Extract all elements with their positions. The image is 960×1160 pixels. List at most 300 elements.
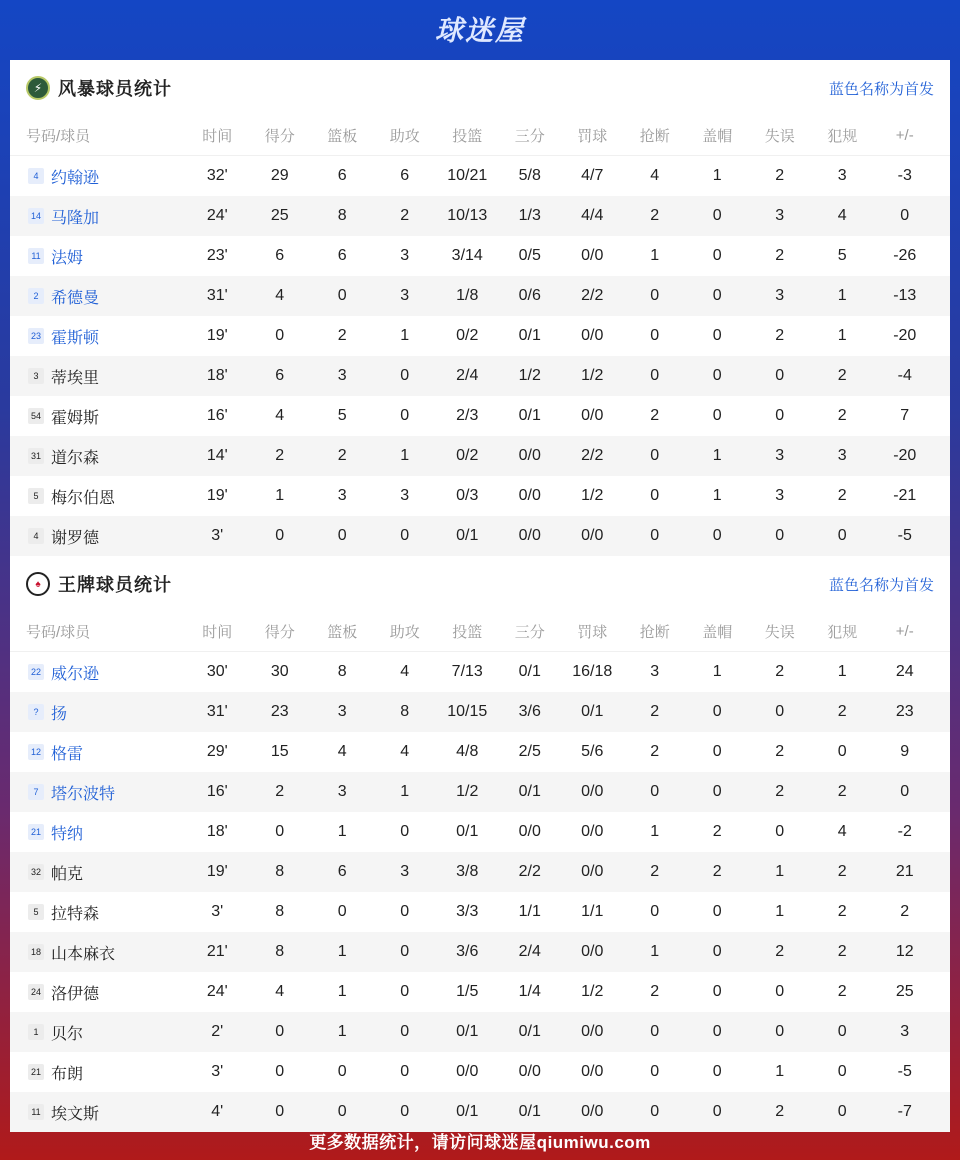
stat-cell: 0: [775, 1023, 785, 1040]
stat-cell: 0/0: [581, 783, 604, 800]
stat-cell: 0: [837, 1103, 847, 1120]
stat-cell: -20: [893, 327, 917, 344]
stat-cell: 0/0: [518, 487, 541, 504]
jersey-number-badge: 5: [28, 904, 44, 920]
stat-cell: 23: [895, 703, 914, 720]
player-cell[interactable]: [10, 1061, 186, 1084]
stat-cell: 0/1: [518, 1023, 541, 1040]
stat-cell: 2: [400, 207, 410, 224]
stat-cell: 2: [837, 983, 847, 1000]
stat-cell: 0/1: [518, 663, 541, 680]
column-header: 篮板: [327, 624, 358, 641]
stat-cell: 2: [837, 407, 847, 424]
stat-cell: 0: [712, 1023, 722, 1040]
team-section: [10, 60, 950, 556]
stat-cell: 1: [712, 167, 722, 184]
stat-cell: 0: [775, 703, 785, 720]
stat-cell: 8: [275, 863, 285, 880]
stat-cell: 2/4: [518, 943, 541, 960]
player-cell[interactable]: [10, 445, 186, 468]
stat-cell: 2: [650, 703, 660, 720]
stat-cell: 1/2: [581, 487, 604, 504]
stat-cell: 3: [400, 487, 410, 504]
player-row[interactable]: [10, 356, 950, 396]
stat-cell: 0: [900, 783, 910, 800]
stat-cell: 1: [275, 487, 285, 504]
stat-cell: 10/13: [447, 207, 488, 224]
player-cell[interactable]: [10, 941, 186, 964]
player-row[interactable]: [10, 772, 950, 812]
stat-cell: 0: [650, 447, 660, 464]
player-cell[interactable]: [10, 861, 186, 884]
stat-cell: 0: [650, 783, 660, 800]
stat-cell: 0: [650, 327, 660, 344]
player-cell[interactable]: [10, 485, 186, 508]
team-title: 王牌球员统计: [58, 575, 172, 595]
stat-cell: 0/0: [581, 1103, 604, 1120]
stat-cell: 0: [337, 903, 347, 920]
jersey-number-badge: 11: [28, 248, 44, 264]
stat-cell: 0: [275, 1023, 285, 1040]
player-name-link[interactable]: 霍姆斯: [51, 409, 100, 427]
stat-cell: 3': [211, 1063, 224, 1080]
player-name-link[interactable]: 洛伊德: [51, 985, 100, 1003]
stat-cell: 6: [337, 247, 347, 264]
stat-cell: 0/1: [456, 1103, 479, 1120]
stat-cell: 2: [775, 327, 785, 344]
stat-cell: 0: [650, 903, 660, 920]
stat-cell: 3': [211, 527, 224, 544]
stat-cell: 0: [275, 527, 285, 544]
brand-header: [0, 0, 960, 58]
table-header-row: [10, 116, 950, 156]
jersey-number-badge: 7: [28, 784, 44, 800]
stat-cell: 0: [712, 1063, 722, 1080]
stat-cell: 1: [837, 327, 847, 344]
team-section-header: [10, 556, 950, 612]
stat-cell: 1: [712, 487, 722, 504]
footer-banner[interactable]: 更多数据统计，请访问球迷屋qiumiwu.com: [309, 1132, 651, 1152]
stat-cell: 2: [837, 783, 847, 800]
stat-cell: 18': [206, 823, 228, 840]
player-row[interactable]: [10, 196, 950, 236]
stat-cell: 0: [712, 1103, 722, 1120]
jersey-number-badge: 31: [28, 448, 44, 464]
stat-cell: 0/6: [518, 287, 541, 304]
stat-cell: 0: [837, 1063, 847, 1080]
stat-cell: 0: [712, 407, 722, 424]
column-header: 罚球: [577, 128, 608, 145]
stat-cell: 1: [712, 663, 722, 680]
player-cell[interactable]: [10, 365, 186, 388]
stat-cell: 15: [270, 743, 289, 760]
stat-cell: 1/2: [456, 783, 479, 800]
player-name-link[interactable]: 拉特森: [51, 905, 100, 923]
stat-cell: 32': [206, 167, 228, 184]
column-header: 投篮: [452, 128, 483, 145]
team-sections: [10, 60, 950, 1132]
stat-cell: 3': [211, 903, 224, 920]
stat-cell: 2/4: [456, 367, 479, 384]
stat-cell: 2: [775, 247, 785, 264]
player-name-link[interactable]: 塔尔波特: [51, 785, 116, 803]
stat-cell: 0: [775, 367, 785, 384]
stat-cell: 2: [837, 903, 847, 920]
player-row[interactable]: [10, 476, 950, 516]
stat-cell: 4: [275, 287, 285, 304]
player-name-link[interactable]: 法姆: [51, 249, 84, 267]
player-name-link[interactable]: 特纳: [51, 825, 84, 843]
player-name-link[interactable]: 埃文斯: [51, 1105, 100, 1123]
stat-cell: 2: [650, 407, 660, 424]
player-row[interactable]: [10, 932, 950, 972]
stat-cell: 6: [337, 167, 347, 184]
player-cell[interactable]: [10, 325, 186, 348]
player-cell[interactable]: [10, 405, 186, 428]
stat-cell: 1/3: [518, 207, 541, 224]
stat-cell: 6: [275, 247, 285, 264]
stat-cell: 2: [775, 783, 785, 800]
stat-cell: 0/1: [581, 703, 604, 720]
stat-cell: 1: [400, 447, 410, 464]
team-title-group: [26, 571, 172, 597]
stat-cell: 8: [337, 663, 347, 680]
stat-cell: 9: [900, 743, 910, 760]
stat-cell: 4: [400, 743, 410, 760]
stat-cell: 2: [775, 743, 785, 760]
jersey-number-badge: 3: [28, 368, 44, 384]
stat-cell: 0: [275, 1063, 285, 1080]
player-name-link[interactable]: 格雷: [51, 745, 84, 763]
team-title-group: [26, 75, 172, 101]
starter-legend-note: 蓝色名称为首发: [828, 576, 934, 594]
stat-cell: -7: [897, 1103, 912, 1120]
player-name-link[interactable]: 马隆加: [51, 209, 100, 227]
stat-cell: 0/1: [456, 527, 479, 544]
stat-cell: 19': [206, 863, 228, 880]
brand-logo-text: 球迷屋: [434, 15, 525, 46]
player-name-link[interactable]: 贝尔: [51, 1025, 84, 1043]
stat-cell: 4: [837, 823, 847, 840]
stat-cell: 4: [275, 983, 285, 1000]
player-name-link[interactable]: 梅尔伯恩: [51, 489, 116, 507]
stat-cell: 0: [400, 943, 410, 960]
player-cell[interactable]: [10, 1021, 186, 1044]
stat-cell: 2: [650, 207, 660, 224]
stat-cell: 3: [775, 487, 785, 504]
stat-cell: 4': [211, 1103, 224, 1120]
stat-cell: 0: [775, 823, 785, 840]
jersey-number-badge: 32: [28, 864, 44, 880]
stat-cell: 23': [206, 247, 228, 264]
column-header: 失误: [764, 128, 795, 145]
stat-cell: 1/4: [518, 983, 541, 1000]
column-header: 号码/球员: [26, 128, 91, 145]
stat-cell: 2: [275, 447, 285, 464]
player-name-link[interactable]: 布朗: [51, 1065, 84, 1083]
stat-cell: 0/3: [456, 487, 479, 504]
stat-cell: 2: [900, 903, 910, 920]
stat-cell: 0/0: [581, 407, 604, 424]
stat-cell: 2: [275, 783, 285, 800]
stat-cell: 2: [775, 663, 785, 680]
stat-cell: 7: [900, 407, 910, 424]
stat-cell: 0: [400, 1103, 410, 1120]
player-cell[interactable]: [10, 781, 186, 804]
stat-cell: 21: [895, 863, 914, 880]
jersey-number-badge: 21: [28, 824, 44, 840]
stat-cell: 3/14: [451, 247, 483, 264]
starter-legend-note: 蓝色名称为首发: [828, 80, 934, 98]
jersey-number-badge: 54: [28, 408, 44, 424]
stat-cell: 2': [211, 1023, 224, 1040]
player-row[interactable]: [10, 972, 950, 1012]
jersey-number-badge: 24: [28, 984, 44, 1000]
stat-cell: 30': [206, 663, 228, 680]
table-header-row: [10, 612, 950, 652]
player-cell[interactable]: [10, 821, 186, 844]
player-row[interactable]: [10, 236, 950, 276]
stat-cell: 0: [712, 903, 722, 920]
stat-cell: 2: [837, 863, 847, 880]
stat-cell: 2/5: [518, 743, 541, 760]
column-header: 投篮: [452, 624, 483, 641]
column-header: 时间: [202, 624, 233, 641]
player-row[interactable]: [10, 436, 950, 476]
column-header: 得分: [264, 128, 295, 145]
stat-cell: 2: [775, 167, 785, 184]
stat-cell: 1/8: [456, 287, 479, 304]
stat-cell: 0/0: [581, 247, 604, 264]
stat-cell: 8: [275, 903, 285, 920]
stat-cell: 10/21: [447, 167, 488, 184]
stat-cell: 5/6: [581, 743, 604, 760]
stat-cell: 7/13: [451, 663, 483, 680]
stat-cell: 0: [712, 943, 722, 960]
stat-cell: 2: [837, 703, 847, 720]
team-section-header: [10, 60, 950, 116]
stat-cell: 0: [650, 287, 660, 304]
stat-cell: 14': [206, 447, 228, 464]
stat-cell: 2/2: [581, 447, 604, 464]
stat-cell: -2: [897, 823, 912, 840]
column-header: +/-: [895, 127, 914, 144]
stat-cell: 19': [206, 327, 228, 344]
stat-cell: 0/0: [456, 1063, 479, 1080]
stat-cell: 1: [337, 1023, 347, 1040]
stat-cell: 6: [275, 367, 285, 384]
stat-cell: 3/6: [456, 943, 479, 960]
player-row[interactable]: [10, 892, 950, 932]
player-cell[interactable]: [10, 981, 186, 1004]
stat-cell: 4: [337, 743, 347, 760]
player-cell[interactable]: [10, 245, 186, 268]
jersey-number-badge: 1: [28, 1024, 44, 1040]
stat-cell: 0/1: [518, 783, 541, 800]
column-header: 篮板: [327, 128, 358, 145]
player-cell[interactable]: [10, 165, 186, 188]
player-row[interactable]: [10, 652, 950, 692]
stat-cell: 0/1: [456, 823, 479, 840]
stat-cell: 0: [400, 983, 410, 1000]
player-cell[interactable]: [10, 701, 186, 724]
stat-cell: 3: [400, 247, 410, 264]
stat-cell: 3: [400, 863, 410, 880]
stat-cell: 0/0: [518, 447, 541, 464]
stat-cell: 0: [400, 367, 410, 384]
stat-cell: 1: [650, 247, 660, 264]
stat-cell: 0: [275, 327, 285, 344]
player-name-link[interactable]: 蒂埃里: [51, 369, 100, 387]
player-row[interactable]: [10, 812, 950, 852]
stat-cell: 3: [775, 287, 785, 304]
stat-cell: 0: [775, 407, 785, 424]
player-row[interactable]: [10, 732, 950, 772]
stat-cell: 30: [270, 663, 289, 680]
stat-cell: 5: [337, 407, 347, 424]
player-row[interactable]: [10, 276, 950, 316]
stat-cell: 3: [337, 487, 347, 504]
column-header: 犯规: [827, 624, 858, 641]
player-name-link[interactable]: 霍斯顿: [51, 329, 100, 347]
stat-cell: 2: [650, 983, 660, 1000]
stat-cell: 1: [400, 327, 410, 344]
column-header: 犯规: [827, 128, 858, 145]
player-cell[interactable]: [10, 901, 186, 924]
stat-cell: 1/1: [518, 903, 541, 920]
player-name-link[interactable]: 道尔森: [51, 449, 100, 467]
stat-cell: 0/0: [581, 1023, 604, 1040]
stat-cell: 0: [650, 527, 660, 544]
stat-cell: 23: [270, 703, 289, 720]
stat-cell: 1: [775, 903, 785, 920]
stat-cell: 5/8: [518, 167, 541, 184]
stat-cell: 24': [206, 983, 228, 1000]
stat-cell: 0: [712, 327, 722, 344]
stat-cell: 25: [895, 983, 914, 1000]
stat-cell: 0/0: [581, 327, 604, 344]
player-row[interactable]: [10, 1012, 950, 1052]
stat-cell: 0/2: [456, 327, 479, 344]
stat-cell: 0/0: [518, 1063, 541, 1080]
stat-cell: 16': [206, 783, 228, 800]
stat-cell: 0/1: [518, 327, 541, 344]
stat-cell: 0: [712, 743, 722, 760]
stat-cell: 2: [837, 367, 847, 384]
stat-cell: 0: [712, 703, 722, 720]
stat-cell: 1/2: [581, 367, 604, 384]
player-cell[interactable]: [10, 525, 186, 548]
player-cell[interactable]: [10, 741, 186, 764]
player-cell[interactable]: [10, 285, 186, 308]
stat-cell: 0/2: [456, 447, 479, 464]
storm-logo: ⚡: [26, 76, 50, 100]
player-name-link[interactable]: 扬: [51, 705, 68, 723]
stat-cell: 3: [775, 447, 785, 464]
stat-cell: 0: [837, 1023, 847, 1040]
stat-cell: 16': [206, 407, 228, 424]
stat-cell: 1: [337, 983, 347, 1000]
player-row[interactable]: [10, 316, 950, 356]
stat-cell: 2: [337, 447, 347, 464]
jersey-number-badge: 5: [28, 488, 44, 504]
player-row[interactable]: [10, 396, 950, 436]
jersey-number-badge: 14: [28, 208, 44, 224]
stat-cell: 24: [895, 663, 914, 680]
player-cell[interactable]: [10, 661, 186, 684]
stat-cell: 3: [650, 663, 660, 680]
stat-cell: 0: [400, 407, 410, 424]
stat-cell: 0: [400, 823, 410, 840]
stat-cell: 1/5: [456, 983, 479, 1000]
stat-cell: 3: [837, 167, 847, 184]
stat-cell: 3: [837, 447, 847, 464]
stat-cell: 2/3: [456, 407, 479, 424]
player-row[interactable]: [10, 156, 950, 196]
player-row[interactable]: [10, 516, 950, 556]
stat-cell: 0: [712, 367, 722, 384]
player-name-link[interactable]: 山本麻衣: [51, 945, 116, 963]
player-name-link[interactable]: 约翰逊: [51, 169, 100, 187]
stat-cell: 0/0: [518, 823, 541, 840]
stat-cell: 1/2: [518, 367, 541, 384]
player-row[interactable]: [10, 1052, 950, 1092]
stat-cell: 29: [270, 167, 289, 184]
stat-cell: 0: [712, 527, 722, 544]
player-row[interactable]: [10, 692, 950, 732]
stat-cell: 1: [337, 823, 347, 840]
stat-cell: 4: [837, 207, 847, 224]
stat-cell: 1: [775, 863, 785, 880]
player-name-link[interactable]: 威尔逊: [51, 665, 100, 683]
stat-cell: 16/18: [572, 663, 613, 680]
player-name-link[interactable]: 帕克: [51, 865, 84, 883]
stat-cell: 2: [775, 943, 785, 960]
stat-cell: 0: [400, 903, 410, 920]
stat-cell: 0: [775, 983, 785, 1000]
stat-cell: 0: [400, 1063, 410, 1080]
stat-cell: -5: [897, 1063, 912, 1080]
stat-cell: 2: [837, 943, 847, 960]
stat-cell: 2/2: [581, 287, 604, 304]
jersey-number-badge: 2: [28, 288, 44, 304]
player-name-link[interactable]: 谢罗德: [51, 529, 100, 547]
aces-logo: ♠: [26, 572, 50, 596]
stat-cell: 0: [650, 367, 660, 384]
stat-cell: 0/0: [581, 863, 604, 880]
stat-cell: 0: [650, 1103, 660, 1120]
player-name-link[interactable]: 希德曼: [51, 289, 100, 307]
stat-cell: 3/8: [456, 863, 479, 880]
stat-cell: 1/2: [581, 983, 604, 1000]
stat-cell: 0: [712, 287, 722, 304]
stat-cell: 2: [775, 1103, 785, 1120]
stat-cell: 0/0: [518, 527, 541, 544]
stat-cell: 0/0: [581, 1063, 604, 1080]
stat-cell: -4: [897, 367, 912, 384]
column-header: 三分: [514, 624, 545, 641]
player-row[interactable]: [10, 852, 950, 892]
player-cell[interactable]: [10, 205, 186, 228]
stat-cell: 2: [712, 823, 722, 840]
stat-cell: 0: [900, 207, 910, 224]
stat-cell: 0: [400, 527, 410, 544]
column-header: 盖帽: [702, 624, 733, 641]
stat-cell: 8: [337, 207, 347, 224]
stat-cell: 3: [337, 367, 347, 384]
jersey-number-badge: 21: [28, 1064, 44, 1080]
stat-cell: 1: [400, 783, 410, 800]
